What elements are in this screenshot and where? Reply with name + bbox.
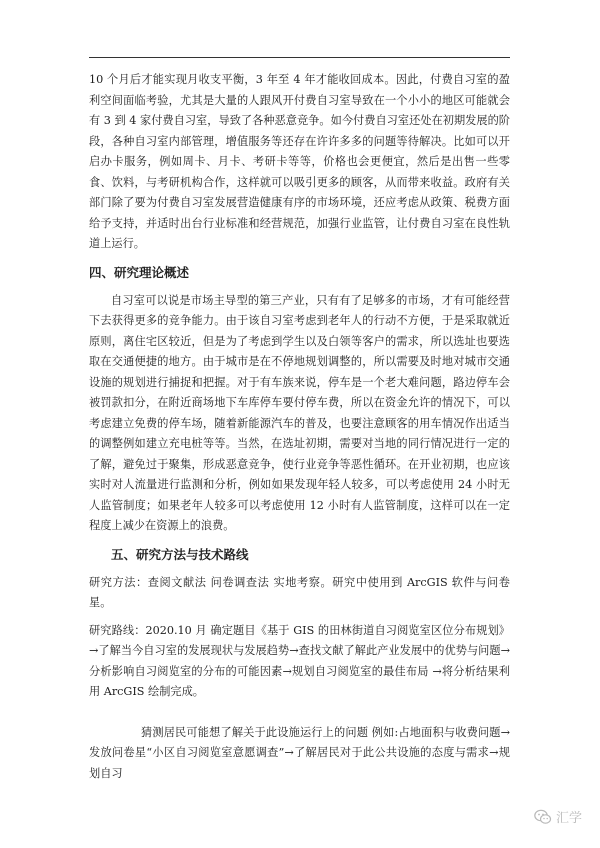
paragraph-methods: 研究方法：查阅文献法 问卷调查法 实地考察。研究中使用到 ArcGIS 软件与问卷星。 [89,575,510,609]
section-heading-methods: 五、研究方法与技术路线 [111,546,249,562]
paragraph-route: 研究路线：2020.10 月 确定题目《基于 GIS 的田林街道自习阅览室区位分布规划》→了解当今自习室的发展现状与发展趋势→查找文献了解此产业发展中的优势与问题→分析影响自习阅览室的分布的可能因素→规划自习阅览室的最佳布局 →将分析结果利用 ArcGIS 绘制完成。 [89,623,510,698]
paragraph-cost-analysis: 10 个月后才能实现月收支平衡，3 年至 4 年才能收回成本。因此，付费自习室的盈利空间面临考验，尤其是大量的人跟风开付费自习室导致在一个小小的地区可能就会有 3 到 4 家付费自习室，导致了各种恶意竞争。如今付费自习室还处在初期发展的阶段，各种自习室内部管理，增值服务等还存在许许多多的问题等待解决。比如可以开启办卡服务，例如周卡、月卡、考研卡等等，价格也会更便宜，然后是出售一些零食、饮料，与考研机构合作，这样就可以吸引更多的顾客，从而带来收益。政府有关部门除了要为付费自习室发展营造健康有序的市场环境，还应考虑从政策、税费方面给予支持，并适时出台行业标准和经营规范，加强行业监管，让付费自习室在良性轨道上运行。 [89,73,510,250]
document-body [89,70,510,784]
paragraph-survey: 猜测居民可能想了解关于此设施运行上的问题 例如:占地面积与收费问题→发放问卷星“小区自习阅览室意愿调查”→了解居民对于此公共设施的态度与需求→规划自习 [89,725,510,780]
paragraph-theory: 自习室可以说是市场主导型的第三产业，只有有了足够多的市场，才有可能经营下去获得更多的竞争能力。由于该自习室考虑到老年人的行动不方便，于是采取就近原则，离住宅区较近，但是为了考虑到学生以及白领等客户的需求，所以选址也要选取在交通便捷的地方。由于城市是在不停地规划调整的，所以需要及时地对城市交通设施的规划进行捕捉和把握。对于有车族来说，停车是一个老大难问题，路边停车会被罚款扣分，在附近商场地下车库停车要付停车费，所以在资金允许的情况下，可以考虑建立免费的停车场，随着新能源汽车的普及，也要注意顾客的用车情况作出适当的调整例如建立充电桩等等。当然，在选址初期，需要对当地的同行情况进行一定的了解，避免过于聚集，形成恶意竞争，使行业竞争等恶性循环。在开业初期，也应该实时对人流量进行监测和分析，例如如果发现年轻人较多，可以考虑使用 24 小时无人监管制度；如果老年人较多可以考虑使用 12 小时有人监管制度，这样可以在一定程度上减少在资源上的浪费。 [89,293,510,532]
wechat-icon [534,809,552,825]
header-rule [89,57,510,58]
watermark [534,807,582,826]
section-heading-theory: 四、研究理论概述 [89,264,190,280]
watermark-text: 汇学 [555,811,582,826]
